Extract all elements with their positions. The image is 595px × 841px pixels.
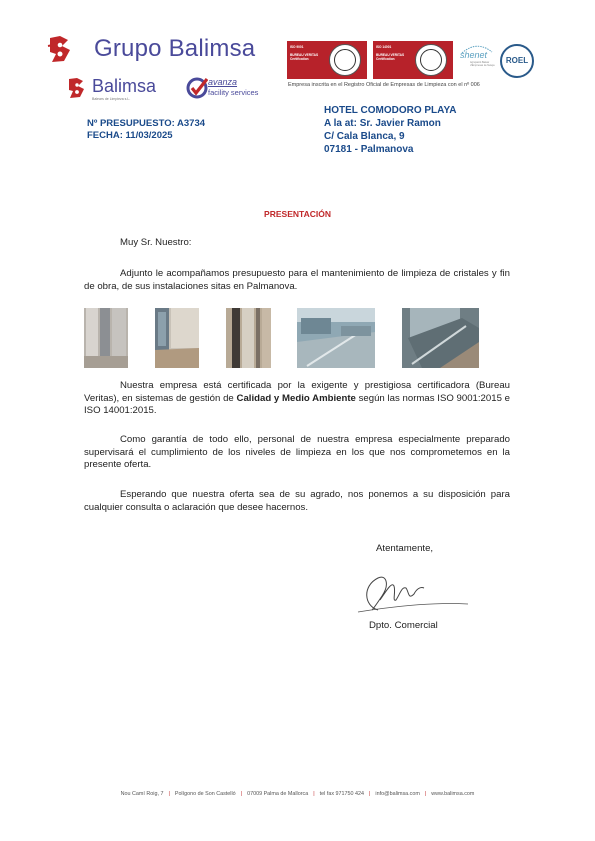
registry-note: Empresa inscrita en el Registro Oficial de Empresas de Limpieza con el nº 006 bbox=[288, 82, 480, 88]
paragraph-intro bbox=[84, 268, 510, 293]
cert-line: BUREAU VERITAS bbox=[376, 52, 405, 57]
photo-window-room bbox=[155, 308, 199, 368]
balimsa-sub: Balears de Limpieza s.L. bbox=[92, 97, 131, 101]
footer-email: info@balimsa.com bbox=[375, 791, 420, 797]
recipient-hotel: HOTEL COMODORO PLAYA bbox=[324, 105, 457, 116]
cert-line: BUREAU VERITAS bbox=[290, 52, 319, 57]
budget-date: FECHA: 11/03/2025 bbox=[87, 130, 173, 141]
photo-glass-doors bbox=[84, 308, 128, 368]
paragraph-bold: Calidad y Medio Ambiente bbox=[236, 392, 356, 404]
shenet-logo bbox=[456, 42, 498, 82]
avanza-name: avanza bbox=[208, 77, 238, 87]
photo-terrace-balcony bbox=[297, 308, 375, 368]
recipient-block bbox=[324, 104, 456, 156]
balimsa-name: Balimsa bbox=[92, 76, 157, 96]
paragraph-certification bbox=[84, 380, 510, 418]
footer-address: Nou Camí Roig, 7 bbox=[120, 791, 164, 797]
bureau-veritas-seal-icon bbox=[415, 44, 447, 76]
shenet-sub: Agrupació Balear d'Empresas de Neteja bbox=[470, 61, 495, 67]
balimsa-b-icon bbox=[46, 34, 76, 64]
cert-line: ISO 9001 bbox=[290, 45, 304, 49]
grupo-name: Grupo Balimsa bbox=[94, 35, 256, 62]
shenet-name: shenet bbox=[460, 50, 488, 60]
grupo-balimsa-logo bbox=[46, 34, 286, 64]
iso-9001-certificate bbox=[287, 41, 367, 79]
paragraph-text: Como garantía de todo ello, personal de nuestra empresa especialmente preparado supervisará el cumplimiento de los niveles de limpieza en los que nos comprometemos en la presente oferta. bbox=[84, 434, 510, 470]
paragraph-closing bbox=[84, 489, 510, 514]
iso-14001-certificate bbox=[373, 41, 453, 79]
budget-number: Nº PRESUPUESTO: A3734 bbox=[87, 118, 206, 129]
letter-title: PRESENTACIÓN bbox=[264, 209, 331, 219]
reference-block bbox=[87, 118, 205, 142]
balimsa-logo bbox=[66, 76, 176, 106]
greeting: Muy Sr. Nuestro: bbox=[120, 237, 192, 248]
paragraph-text: Nuestra empresa está certificada por la exigente y prestigiosa certificadora (Bureau Veritas), en sistemas de gestión de bbox=[84, 380, 510, 404]
department-signature: Dpto. Comercial bbox=[369, 620, 438, 631]
paragraph-text: Esperando que nuestra oferta sea de su agrado, nos ponemos a su disposición para cualquier consulta o aclaración que desee hacernos. bbox=[84, 489, 510, 513]
footer-contact: Nou Camí Roig, 7 | Polígono de Son Castelló | 07009 Palma de Mallorca | tel fax 971750 424 | info@balimsa.com | www.balimsa.com bbox=[120, 791, 475, 797]
paragraph-text: Adjunto le acompañamos presupuesto para el mantenimiento de limpieza de cristales y fin de obra, de sus instalaciones sitas en Palmanova. bbox=[84, 268, 510, 292]
footer-phone: tel fax 971750 424 bbox=[319, 791, 365, 797]
avanza-logo bbox=[186, 76, 266, 104]
cert-line: Certification bbox=[376, 57, 395, 61]
paragraph-guarantee bbox=[84, 434, 510, 472]
avanza-sub: facility services bbox=[208, 88, 259, 97]
handwritten-signature bbox=[356, 570, 470, 616]
roel-name: ROEL bbox=[505, 56, 529, 65]
balimsa-small-b-icon bbox=[66, 76, 90, 100]
footer-website: www.balimsa.com bbox=[431, 791, 475, 797]
photo-frame-detail bbox=[226, 308, 271, 368]
recipient-city: 07181 - Palmanova bbox=[324, 144, 414, 155]
bureau-veritas-seal-icon bbox=[329, 44, 361, 76]
avanza-check-icon bbox=[186, 76, 208, 100]
roel-logo bbox=[500, 44, 534, 78]
footer-area: Polígono de Son Castelló bbox=[174, 791, 236, 797]
recipient-attn: A la at: Sr. Javier Ramon bbox=[324, 118, 441, 129]
closing-salutation: Atentamente, bbox=[376, 543, 434, 554]
cert-line: Certification bbox=[290, 57, 309, 61]
recipient-street: C/ Cala Blanca, 9 bbox=[324, 131, 405, 142]
cert-line: ISO 14001 bbox=[376, 45, 392, 49]
paragraph-text: según las normas ISO 9001:2015 e ISO 14001:2015. bbox=[84, 392, 510, 416]
footer-city: 07009 Palma de Mallorca bbox=[247, 791, 309, 797]
photo-glass-railing bbox=[402, 308, 479, 368]
